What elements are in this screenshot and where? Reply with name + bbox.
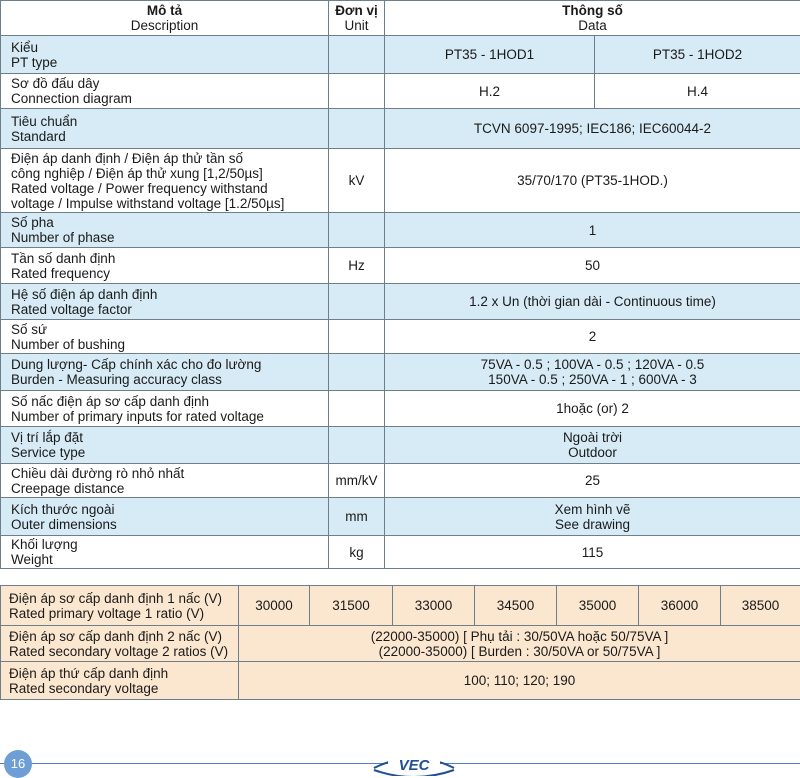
row-primary-voltage: Điện áp sơ cấp danh định 1 nấc (V) Rated primary voltage 1 ratio (V) 30000 31500 33000 34500 35000 36000 38500	[1, 586, 800, 626]
data-header: Thông số Data	[385, 1, 800, 36]
primary-value: 38500	[721, 586, 800, 626]
row-standard: Tiêu chuẩn Standard TCVN 6097-1995; IEC186; IEC60044-2	[1, 109, 800, 149]
row-secondary-voltage: Điện áp thứ cấp danh định Rated secondary voltage 100; 110; 120; 190	[1, 662, 800, 700]
header-row	[1, 1, 800, 36]
primary-value: 36000	[639, 586, 721, 626]
row-burden: Dung lượng- Cấp chính xác cho đo lường Burden - Measuring accuracy class 75VA - 0.5 ; 100VA - 0.5 ; 120VA - 0.5 150VA - 0.5 ; 250VA - 1 ; 600VA - 3	[1, 354, 800, 391]
primary-value: 31500	[310, 586, 393, 626]
primary-value: 30000	[239, 586, 310, 626]
row-pt-type: Kiểu PT type PT35 - 1HOD1 PT35 - 1HOD2	[1, 36, 800, 74]
page-footer	[0, 740, 800, 778]
primary-value: 35000	[557, 586, 639, 626]
vec-logo	[368, 746, 460, 776]
row-creepage: Chiều dài đường rò nhỏ nhất Creepage distance mm/kV 25	[1, 464, 800, 498]
row-weight: Khối lượng Weight kg 115	[1, 536, 800, 569]
row-service-type: Vị trí lắp đặt Service type Ngoài trời Outdoor	[1, 427, 800, 464]
row-voltage-2-ratios: Điện áp sơ cấp danh định 2 nấc (V) Rated secondary voltage 2 ratios (V) (22000-35000) [ Phụ tải : 30/50VA hoặc 50/75VA ] (22000-35000) [ Burden : 30/50VA or 50/75VA ]	[1, 626, 800, 662]
unit-header: Đơn vị Unit	[329, 1, 385, 36]
table-gap	[0, 573, 800, 584]
voltage-table	[0, 585, 800, 700]
primary-value: 34500	[475, 586, 557, 626]
row-primary-inputs: Số nấc điện áp sơ cấp danh định Number of primary inputs for rated voltage 1hoặc (or) 2	[1, 391, 800, 427]
row-voltage-factor: Hệ số điện áp danh định Rated voltage factor 1.2 x Un (thời gian dài - Continuous time)	[1, 284, 800, 320]
row-phase: Số pha Number of phase 1	[1, 213, 800, 248]
page-number: 16	[4, 750, 32, 778]
row-bushing: Số sứ Number of bushing 2	[1, 320, 800, 354]
row-dimensions: Kích thước ngoài Outer dimensions mm Xem hình vẽ See drawing	[1, 498, 800, 536]
row-rated-voltage: Điện áp danh định / Điện áp thử tần số công nghiệp / Điện áp thử xung [1,2/50µs] Rated voltage / Power frequency withstand voltage / Impulse withstand voltage [1.2/50µs] kV 35/70/170 (PT35-1HOD.)	[1, 149, 800, 213]
row-frequency: Tần số danh định Rated frequency Hz 50	[1, 248, 800, 284]
desc-header: Mô tả Description	[1, 1, 329, 36]
svg-text:VEC: VEC	[398, 757, 430, 774]
row-connection: Sơ đồ đấu dây Connection diagram H.2 H.4	[1, 74, 800, 109]
primary-value: 33000	[393, 586, 475, 626]
